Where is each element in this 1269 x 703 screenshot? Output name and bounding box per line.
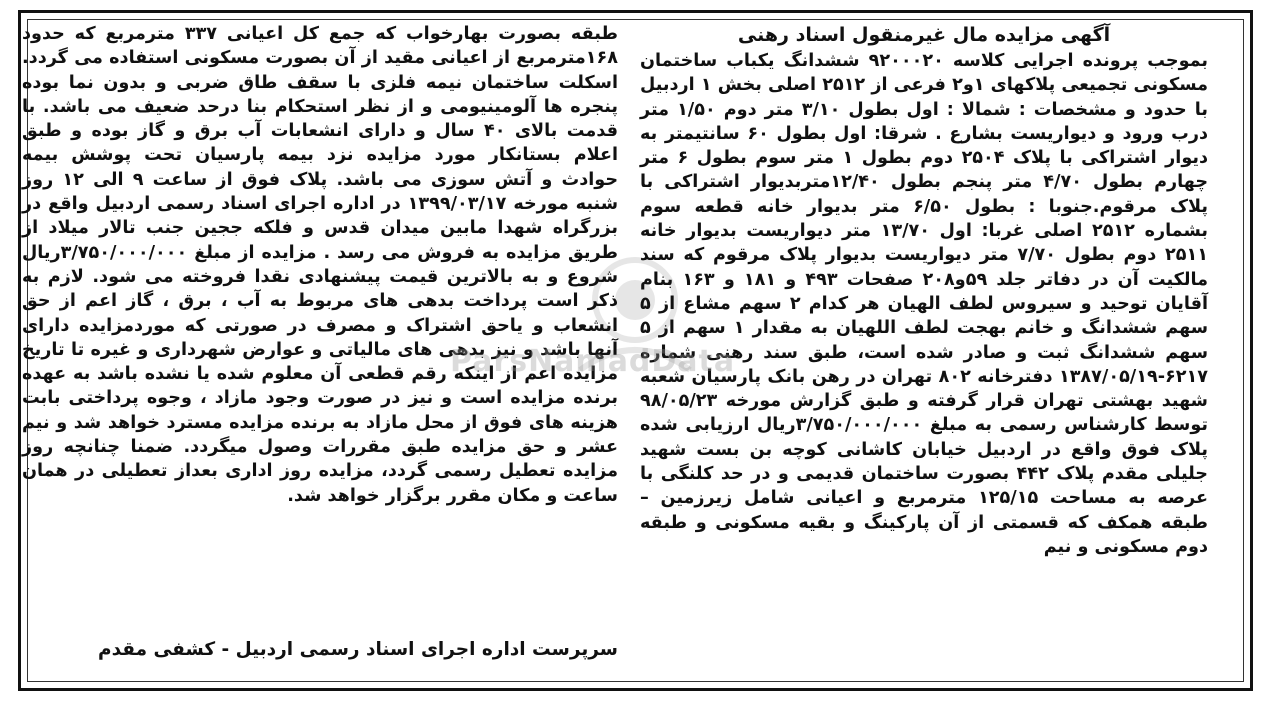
signature: سرپرست اداره اجرای اسناد رسمی اردبیل - کشفی مقدم <box>98 639 618 660</box>
left-column <box>22 22 618 508</box>
watermark-text: ParsNamadData <box>450 344 736 379</box>
right-column-text: بموجب پرونده اجرایی کلاسه ۹۲۰۰۰۲۰ ششدانگ یکباب ساختمان مسکونی تجمیعی پلاکهای ۱و۲ فرعی از ۲۵۱۲ اصلی بخش ۱ اردبیل با حدود و مشخصات : شمالا : اول بطول ۳/۱۰ متر دوم ۱/۵۰ متر درب ورود و دیواریست بشارع . شرقا: اول بطول ۶۰ سانتیمتر به دیوار اشتراکی با پلاک ۲۵۰۴ دوم بطول ۱ متر سوم بطول ۶ متر چهارم بطول ۴/۷۰ متر پنجم بطول ۱۲/۴۰متربدیوار اشتراکی با پلاک مرقوم.جنوبا : بطول ۶/۵۰ متر بدیوار خانه قطعه سوم بشماره ۲۵۱۲ اصلی غربا: اول ۱۳/۷۰ متر دیواریست بدیوار خانه ۲۵۱۱ دوم بطول ۷/۷۰ متر دیواریست بدیوار پلاک مرقوم که سند مالکیت آن در دفاتر جلد ۵۹و۲۰۸ صفحات ۴۹۳ و ۱۸۱ و ۱۶۳ بنام آقایان توحید و سیروس لطف الهیان هر کدام ۲ سهم مشاع از ۵ سهم ششدانگ و خانم بهجت لطف اللهیان به مقدار ۱ سهم از ۵ سهم ششدانگ ثبت و صادر شده است، طبق سند رهنی شماره ۶۲۱۷-۱۳۸۷/۰۵/۱۹ دفترخانه ۸۰۲ تهران در رهن بانک پارسیان شعبه شهید بهشتی تهران قرار گرفته و طبق گزارش مورخه ۹۸/۰۵/۲۳ توسط کارشناس رسمی به مبلغ ۳/۷۵۰/۰۰۰/۰۰۰ریال ارزیابی شده پلاک فوق واقع در اردبیل خیابان کاشانی کوچه بن بست شهید جلیلی مقدم پلاک ۴۴۲ بصورت ساختمان قدیمی و در حد کلنگی با عرصه به مساحت ۱۲۵/۱۵ مترمربع و اعیانی شامل زیرزمین – طبقه همکف که قسمتی از آن پارکینگ و بقیه مسکونی و طبقه دوم مسکونی و نیم <box>640 51 1209 557</box>
notice-title: آگهی مزایده مال غیرمنقول اسناد رهنی <box>737 24 1111 46</box>
right-column <box>640 22 1208 559</box>
left-column-text: طبقه بصورت بهارخواب که جمع کل اعیانی ۳۳۷ مترمربع که حدود ۱۶۸مترمربع از اعیانی مقید از آن بصورت مسکونی استفاده می گردد. اسکلت ساختمان نیمه فلزی با سقف طاق ضربی و بدون نما بوده پنجره ها آلومینیومی و از نظر استحکام بنا درحد ضعیف می باشد. با قدمت بالای ۴۰ سال و دارای انشعابات آب برق و گاز بوده و طبق اعلام بستانکار مورد مزایده نزد بیمه پارسیان تحت پوشش بیمه حوادث و آتش سوزی می باشد. پلاک فوق از ساعت ۹ الی ۱۲ روز شنبه مورخه ۱۳۹۹/۰۳/۱۷ در اداره اجرای اسناد رسمی اردبیل واقع در بزرگراه شهدا مابین میدان قدس و فلکه ججین جنب تالار میلاد از طریق مزایده به فروش می رسد . مزایده از مبلغ ۳/۷۵۰/۰۰۰/۰۰۰ریال شروع و به بالاترین قیمت پیشنهادی نقدا فروخته می شود. لازم به ذکر است پرداخت بدهی های مربوط به آب ، برق ، گاز اعم از حق انشعاب و یاحق اشتراک و مصرف در صورتی که موردمزایده دارای آنها باشد و نیز بدهی های مالیاتی و عوارض شهرداری و غیره تا تاریخ مزایده اعم از اینکه رقم قطعی آن معلوم شده یا نشده باشد به عهده برنده مزایده است و نیز در صورت وجود مازاد ، وجوه پرداختی بابت هزینه های فوق از محل مازاد به برنده مزایده مسترد خواهد شد و نیم عشر و حق مزایده طبق مقررات وصول میگردد. ضمنا چنانچه روز مزایده تعطیل رسمی گردد، مزایده روز اداری بعداز تعطیلی در همان ساعت و مکان مقرر برگزار خواهد شد. <box>22 24 619 506</box>
